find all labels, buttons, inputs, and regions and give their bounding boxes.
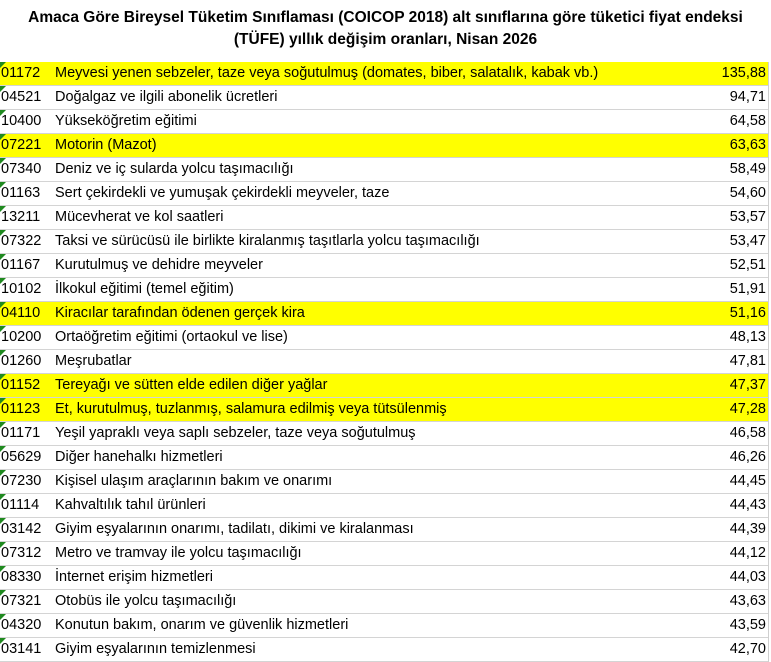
row-name: Kişisel ulaşım araçlarının bakım ve onarımı <box>55 473 333 489</box>
title-line-2: (TÜFE) yıllık değişim oranları, Nisan 2026 <box>233 31 538 48</box>
row-code: 01172 <box>1 65 41 81</box>
cpi-table <box>0 62 769 662</box>
row-code: 01163 <box>1 185 41 201</box>
row-value: 52,51 <box>729 257 766 273</box>
row-name: Kiracılar tarafından ödenen gerçek kira <box>55 305 305 321</box>
table-row[interactable] <box>0 566 768 590</box>
row-value: 47,28 <box>729 401 766 417</box>
row-value: 47,81 <box>729 353 766 369</box>
row-name: Yükseköğretim eğitimi <box>55 113 197 129</box>
table-row[interactable] <box>0 62 768 86</box>
table-row[interactable] <box>0 494 768 518</box>
table-row[interactable] <box>0 110 768 134</box>
table-title <box>0 0 771 62</box>
row-code: 01114 <box>1 497 40 513</box>
row-name: Tereyağı ve sütten elde edilen diğer yağlar <box>55 377 328 393</box>
row-name: Meyvesi yenen sebzeler, taze veya soğutulmuş (domates, biber, salatalık, kabak vb.) <box>55 65 599 81</box>
row-name: Kahvaltılık tahıl ürünleri <box>55 497 206 513</box>
row-code: 07312 <box>1 545 42 561</box>
row-value: 43,59 <box>729 617 766 633</box>
row-code: 01123 <box>1 401 41 417</box>
row-name: Kurutulmuş ve dehidre meyveler <box>55 257 263 273</box>
row-code: 04320 <box>1 617 42 633</box>
row-code: 07322 <box>1 233 42 249</box>
row-value: 47,37 <box>729 377 766 393</box>
row-value: 48,13 <box>729 329 766 345</box>
row-name: İnternet erişim hizmetleri <box>55 569 213 585</box>
row-code: 07230 <box>1 473 42 489</box>
row-value: 42,70 <box>729 641 766 657</box>
row-name: Sert çekirdekli ve yumuşak çekirdekli meyveler, taze <box>55 185 390 201</box>
row-name: Metro ve tramvay ile yolcu taşımacılığı <box>55 545 302 561</box>
row-name: Diğer hanehalkı hizmetleri <box>55 449 223 465</box>
row-name: İlkokul eğitimi (temel eğitim) <box>55 281 234 297</box>
table-row[interactable] <box>0 134 768 158</box>
row-value: 53,47 <box>729 233 766 249</box>
row-value: 63,63 <box>729 137 766 153</box>
row-value: 51,91 <box>729 281 766 297</box>
table-row[interactable] <box>0 614 768 638</box>
row-name: Motorin (Mazot) <box>55 137 157 153</box>
row-value: 51,16 <box>729 305 766 321</box>
row-name: Otobüs ile yolcu taşımacılığı <box>55 593 237 609</box>
row-code: 01167 <box>1 257 41 273</box>
row-value: 44,39 <box>729 521 766 537</box>
table-row[interactable] <box>0 398 768 422</box>
row-name: Doğalgaz ve ilgili abonelik ücretleri <box>55 89 278 105</box>
table-row[interactable] <box>0 446 768 470</box>
row-value: 46,26 <box>729 449 766 465</box>
row-code: 08330 <box>1 569 42 585</box>
row-code: 01171 <box>1 425 41 441</box>
row-name: Konutun bakım, onarım ve güvenlik hizmetleri <box>55 617 349 633</box>
row-value: 54,60 <box>729 185 766 201</box>
row-code: 10200 <box>1 329 42 345</box>
row-value: 44,03 <box>729 569 766 585</box>
row-value: 53,57 <box>729 209 766 225</box>
table-row[interactable] <box>0 206 768 230</box>
table-row[interactable] <box>0 278 768 302</box>
row-value: 43,63 <box>729 593 766 609</box>
row-code: 03142 <box>1 521 42 537</box>
row-value: 44,12 <box>729 545 766 561</box>
table-row[interactable] <box>0 350 768 374</box>
table-row[interactable] <box>0 302 768 326</box>
row-code: 10102 <box>1 281 42 297</box>
row-code: 13211 <box>1 209 41 225</box>
table-row[interactable] <box>0 422 768 446</box>
table-row[interactable] <box>0 638 768 662</box>
table-row[interactable] <box>0 182 768 206</box>
table-row[interactable] <box>0 158 768 182</box>
row-value: 58,49 <box>729 161 766 177</box>
table-row[interactable] <box>0 86 768 110</box>
row-name: Giyim eşyalarının onarımı, tadilatı, dikimi ve kiralanması <box>55 521 414 537</box>
table-row[interactable] <box>0 230 768 254</box>
row-code: 01260 <box>1 353 42 369</box>
row-code: 03141 <box>1 641 42 657</box>
row-value: 94,71 <box>729 89 766 105</box>
title-line-1: Amaca Göre Bireysel Tüketim Sınıflaması (COICOP 2018) alt sınıflarına göre tüketici fiyat endeksi <box>28 9 743 26</box>
row-name: Et, kurutulmuş, tuzlanmış, salamura edilmiş veya tütsülenmiş <box>55 401 447 417</box>
row-name: Ortaöğretim eğitimi (ortaokul ve lise) <box>55 329 288 345</box>
row-name: Yeşil yapraklı veya saplı sebzeler, taze veya soğutulmuş <box>55 425 416 441</box>
table-row[interactable] <box>0 590 768 614</box>
row-code: 05629 <box>1 449 42 465</box>
row-name: Taksi ve sürücüsü ile birlikte kiralanmış taşıtlarla yolcu taşımacılığı <box>55 233 480 249</box>
table-row[interactable] <box>0 326 768 350</box>
row-name: Deniz ve iç sularda yolcu taşımacılığı <box>55 161 294 177</box>
row-code: 07221 <box>1 137 42 153</box>
row-name: Giyim eşyalarının temizlenmesi <box>55 641 256 657</box>
row-value: 44,43 <box>729 497 766 513</box>
row-code: 07321 <box>1 593 42 609</box>
row-code: 10400 <box>1 113 42 129</box>
row-value: 135,88 <box>721 65 766 81</box>
row-value: 44,45 <box>729 473 766 489</box>
table-row[interactable] <box>0 518 768 542</box>
row-code: 04110 <box>1 305 41 321</box>
row-name: Mücevherat ve kol saatleri <box>55 209 224 225</box>
table-row[interactable] <box>0 254 768 278</box>
row-code: 04521 <box>1 89 42 105</box>
row-code: 07340 <box>1 161 42 177</box>
table-row[interactable] <box>0 542 768 566</box>
row-name: Meşrubatlar <box>55 353 132 369</box>
row-value: 46,58 <box>729 425 766 441</box>
table-row[interactable] <box>0 374 768 398</box>
row-value: 64,58 <box>729 113 766 129</box>
table-row[interactable] <box>0 470 768 494</box>
row-code: 01152 <box>1 377 41 393</box>
